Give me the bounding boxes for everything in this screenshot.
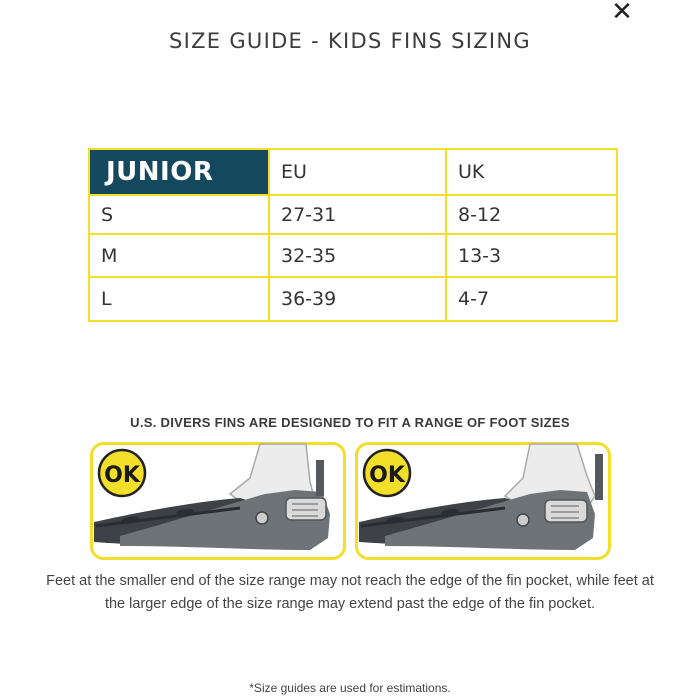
uk-cell: 13-3 [446, 234, 617, 277]
uk-cell: 8-12 [446, 195, 617, 234]
footnote: *Size guides are used for estimations. [249, 681, 451, 695]
fit-description: Feet at the smaller end of the size range may not reach the edge of the fin pocket, while feet at the larger edge of the size range may extend past the edge of the fin pocket. [46, 573, 654, 612]
strap [316, 460, 324, 496]
table-row [89, 277, 617, 321]
table-row [89, 234, 617, 277]
fit-range-heading: U.S. DIVERS FINS ARE DESIGNED TO FIT A RANGE OF FOOT SIZES [130, 415, 570, 430]
eu-cell: 27-31 [269, 195, 446, 234]
fin-illustration-large-foot [355, 442, 611, 560]
eu-cell: 32-35 [269, 234, 446, 277]
strap [595, 454, 603, 500]
table-header-row [89, 149, 617, 195]
fin-illustration-small-foot [90, 442, 346, 560]
size-cell: S [89, 195, 269, 234]
size-cell: M [89, 234, 269, 277]
fin-large-foot-svg [355, 442, 611, 560]
header-uk: UK [446, 149, 617, 195]
ok-badge-label: OK [104, 463, 140, 488]
ok-badge-label: OK [369, 463, 405, 488]
eu-cell: 36-39 [269, 277, 446, 321]
header-junior: JUNIOR [89, 149, 269, 195]
table-row [89, 195, 617, 234]
uk-cell: 4-7 [446, 277, 617, 321]
close-icon[interactable]: ✕ [611, 0, 633, 27]
header-eu: EU [269, 149, 446, 195]
page-title: SIZE GUIDE - KIDS FINS SIZING [169, 29, 531, 53]
size-table [88, 148, 618, 322]
fin-small-foot-svg [90, 442, 346, 560]
size-cell: L [89, 277, 269, 321]
